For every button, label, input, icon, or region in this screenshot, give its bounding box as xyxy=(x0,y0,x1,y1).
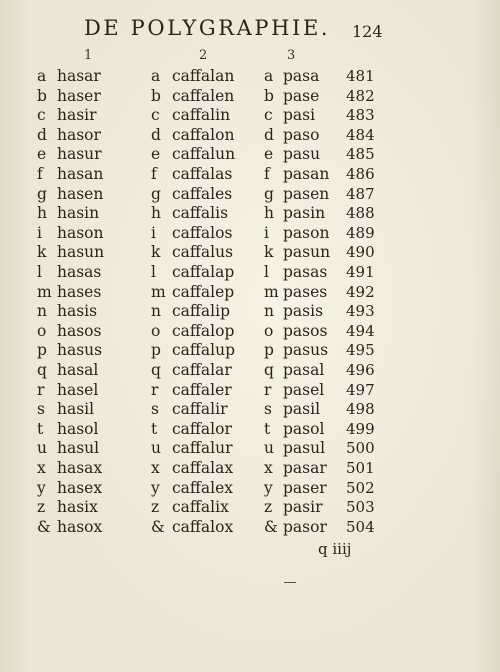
row-word-3: pasis xyxy=(283,302,324,321)
row-word-3: pasal xyxy=(283,361,325,379)
row-letter-3: p xyxy=(264,341,274,360)
row-word-3: pasun xyxy=(283,243,331,262)
row-word-3: pasan xyxy=(283,165,330,183)
row-word-1: hasol xyxy=(57,419,99,438)
row-letter-1: f xyxy=(37,165,43,183)
column-number-3: 3 xyxy=(287,48,296,63)
row-number: 484 xyxy=(346,125,375,144)
row-word-1: hases xyxy=(57,282,102,301)
row-word-2: caffalus xyxy=(172,243,234,262)
row-letter-2: z xyxy=(151,498,160,517)
row-number: 496 xyxy=(346,361,375,379)
row-letter-2: g xyxy=(151,184,161,203)
row-word-2: caffalir xyxy=(172,400,228,419)
row-word-2: caffalon xyxy=(172,125,235,144)
row-letter-2: f xyxy=(151,165,157,183)
row-number: 504 xyxy=(346,517,375,536)
row-number: 497 xyxy=(346,380,375,399)
row-letter-3: i xyxy=(264,223,269,242)
row-word-2: caffalis xyxy=(172,204,229,223)
row-letter-1: h xyxy=(37,204,47,223)
row-word-3: pase xyxy=(283,86,320,105)
row-letter-2: m xyxy=(151,282,166,301)
row-number: 503 xyxy=(346,498,375,517)
row-letter-1: q xyxy=(37,361,47,379)
row-letter-1: c xyxy=(37,106,46,125)
row-number: 489 xyxy=(346,223,375,242)
row-number: 491 xyxy=(346,263,375,281)
row-letter-1: l xyxy=(37,263,42,281)
row-word-1: hasen xyxy=(57,184,104,203)
row-letter-2: p xyxy=(151,341,161,360)
row-number: 500 xyxy=(346,439,375,458)
row-word-3: pasen xyxy=(283,184,330,203)
row-word-1: hasal xyxy=(57,361,99,379)
row-word-2: caffales xyxy=(172,184,233,203)
row-letter-1: x xyxy=(37,459,46,477)
row-word-1: hasos xyxy=(57,321,102,340)
row-word-3: pasir xyxy=(283,498,323,517)
row-word-3: paser xyxy=(283,478,327,497)
row-word-2: caffalen xyxy=(172,86,235,105)
row-word-1: hason xyxy=(57,223,104,242)
row-word-1: hasas xyxy=(57,263,102,281)
row-letter-1: b xyxy=(37,86,47,105)
row-letter-1: m xyxy=(37,282,52,301)
row-number: 487 xyxy=(346,184,375,203)
row-letter-3: s xyxy=(264,400,272,419)
row-letter-3: e xyxy=(264,145,274,164)
row-letter-2: l xyxy=(151,263,156,281)
row-letter-2: k xyxy=(151,243,161,262)
row-word-2: caffalan xyxy=(172,67,235,85)
row-letter-2: x xyxy=(151,459,160,477)
row-letter-1: e xyxy=(37,145,47,164)
row-number: 482 xyxy=(346,86,375,105)
row-letter-3: t xyxy=(264,419,271,438)
row-word-1: hasul xyxy=(57,439,100,458)
row-letter-3: k xyxy=(264,243,274,262)
row-word-1: hasax xyxy=(57,459,103,477)
row-word-1: hasel xyxy=(57,380,99,399)
row-letter-1: t xyxy=(37,419,44,438)
row-letter-2: a xyxy=(151,67,161,85)
row-word-3: pasus xyxy=(283,341,329,360)
row-letter-2: & xyxy=(151,517,165,536)
row-word-3: pasi xyxy=(283,106,316,125)
row-word-1: hasix xyxy=(57,498,98,517)
row-word-3: pasel xyxy=(283,380,325,399)
row-word-3: pason xyxy=(283,223,330,242)
row-letter-2: h xyxy=(151,204,161,223)
row-word-1: hasox xyxy=(57,517,103,536)
row-letter-3: g xyxy=(264,184,274,203)
row-letter-1: s xyxy=(37,400,45,419)
row-letter-2: n xyxy=(151,302,161,321)
table-row xyxy=(0,516,500,538)
row-letter-3: l xyxy=(264,263,269,281)
row-letter-1: p xyxy=(37,341,47,360)
row-word-2: caffalup xyxy=(172,341,236,360)
signature-mark: q iiij xyxy=(318,540,352,558)
row-letter-1: r xyxy=(37,380,45,399)
row-letter-1: a xyxy=(37,67,47,85)
row-word-2: caffalex xyxy=(172,478,234,497)
row-letter-3: z xyxy=(264,498,273,517)
row-number: 486 xyxy=(346,165,375,183)
row-letter-2: u xyxy=(151,439,161,458)
row-word-2: caffaler xyxy=(172,380,232,399)
row-word-1: hasis xyxy=(57,302,98,321)
row-letter-1: y xyxy=(37,478,46,497)
row-letter-2: c xyxy=(151,106,160,125)
row-word-2: caffalos xyxy=(172,223,233,242)
row-number: 501 xyxy=(346,459,375,477)
row-word-2: caffalar xyxy=(172,361,232,379)
row-letter-2: i xyxy=(151,223,156,242)
row-number: 481 xyxy=(346,67,375,85)
row-letter-2: b xyxy=(151,86,161,105)
row-word-2: caffalax xyxy=(172,459,234,477)
row-letter-2: q xyxy=(151,361,161,379)
page-number: 124 xyxy=(352,22,383,41)
row-word-2: caffalun xyxy=(172,145,236,164)
row-letter-2: s xyxy=(151,400,159,419)
row-number: 499 xyxy=(346,419,375,438)
row-letter-2: e xyxy=(151,145,161,164)
row-letter-3: c xyxy=(264,106,273,125)
row-word-1: haser xyxy=(57,86,101,105)
row-number: 485 xyxy=(346,145,375,164)
row-word-3: pasos xyxy=(283,321,328,340)
row-number: 494 xyxy=(346,321,375,340)
row-word-3: pasa xyxy=(283,67,320,85)
page-title: DE POLYGRAPHIE. xyxy=(84,16,331,40)
row-number: 488 xyxy=(346,204,375,223)
row-word-1: hasar xyxy=(57,67,101,85)
row-word-3: paso xyxy=(283,125,320,144)
row-letter-1: & xyxy=(37,517,51,536)
row-word-1: hasex xyxy=(57,478,103,497)
column-number-2: 2 xyxy=(199,48,208,63)
row-letter-3: u xyxy=(264,439,274,458)
row-word-2: caffalop xyxy=(172,321,235,340)
row-number: 483 xyxy=(346,106,375,125)
row-letter-1: o xyxy=(37,321,47,340)
row-word-3: pasul xyxy=(283,439,326,458)
row-word-2: caffalep xyxy=(172,282,235,301)
row-word-3: pasol xyxy=(283,419,325,438)
row-word-2: caffalox xyxy=(172,517,234,536)
row-letter-3: r xyxy=(264,380,272,399)
row-letter-2: d xyxy=(151,125,161,144)
row-word-2: caffalip xyxy=(172,302,231,321)
row-letter-2: r xyxy=(151,380,159,399)
row-letter-3: b xyxy=(264,86,274,105)
row-letter-3: & xyxy=(264,517,278,536)
row-number: 492 xyxy=(346,282,375,301)
row-letter-1: k xyxy=(37,243,47,262)
row-word-1: hasor xyxy=(57,125,101,144)
row-word-2: caffalas xyxy=(172,165,233,183)
row-word-1: hasun xyxy=(57,243,105,262)
row-word-3: pasin xyxy=(283,204,326,223)
row-letter-2: t xyxy=(151,419,158,438)
row-letter-3: y xyxy=(264,478,273,497)
row-letter-3: q xyxy=(264,361,274,379)
row-letter-1: n xyxy=(37,302,47,321)
row-letter-3: f xyxy=(264,165,270,183)
row-word-1: hasir xyxy=(57,106,97,125)
row-word-2: caffalix xyxy=(172,498,229,517)
row-letter-3: x xyxy=(264,459,273,477)
row-letter-2: y xyxy=(151,478,160,497)
bottom-mark xyxy=(284,582,296,583)
row-letter-1: g xyxy=(37,184,47,203)
row-word-1: hasus xyxy=(57,341,103,360)
row-number: 498 xyxy=(346,400,375,419)
row-word-2: caffalin xyxy=(172,106,231,125)
row-letter-3: a xyxy=(264,67,274,85)
column-number-1: 1 xyxy=(84,48,93,63)
row-word-3: pasar xyxy=(283,459,327,477)
row-number: 493 xyxy=(346,302,375,321)
row-letter-1: u xyxy=(37,439,47,458)
row-word-1: hasil xyxy=(57,400,95,419)
row-number: 490 xyxy=(346,243,375,262)
row-number: 495 xyxy=(346,341,375,360)
row-word-2: caffalur xyxy=(172,439,233,458)
row-letter-1: z xyxy=(37,498,46,517)
row-word-3: pasu xyxy=(283,145,321,164)
row-letter-3: o xyxy=(264,321,274,340)
row-letter-3: n xyxy=(264,302,274,321)
row-word-2: caffalap xyxy=(172,263,235,281)
row-word-1: hasin xyxy=(57,204,100,223)
row-letter-1: i xyxy=(37,223,42,242)
row-word-3: pasas xyxy=(283,263,328,281)
row-number: 502 xyxy=(346,478,375,497)
row-letter-3: d xyxy=(264,125,274,144)
row-word-2: caffalor xyxy=(172,419,232,438)
row-word-3: pasor xyxy=(283,517,327,536)
row-letter-1: d xyxy=(37,125,47,144)
row-letter-3: h xyxy=(264,204,274,223)
row-word-1: hasur xyxy=(57,145,102,164)
row-word-3: pases xyxy=(283,282,328,301)
row-letter-2: o xyxy=(151,321,161,340)
row-word-1: hasan xyxy=(57,165,104,183)
row-letter-3: m xyxy=(264,282,279,301)
row-word-3: pasil xyxy=(283,400,321,419)
